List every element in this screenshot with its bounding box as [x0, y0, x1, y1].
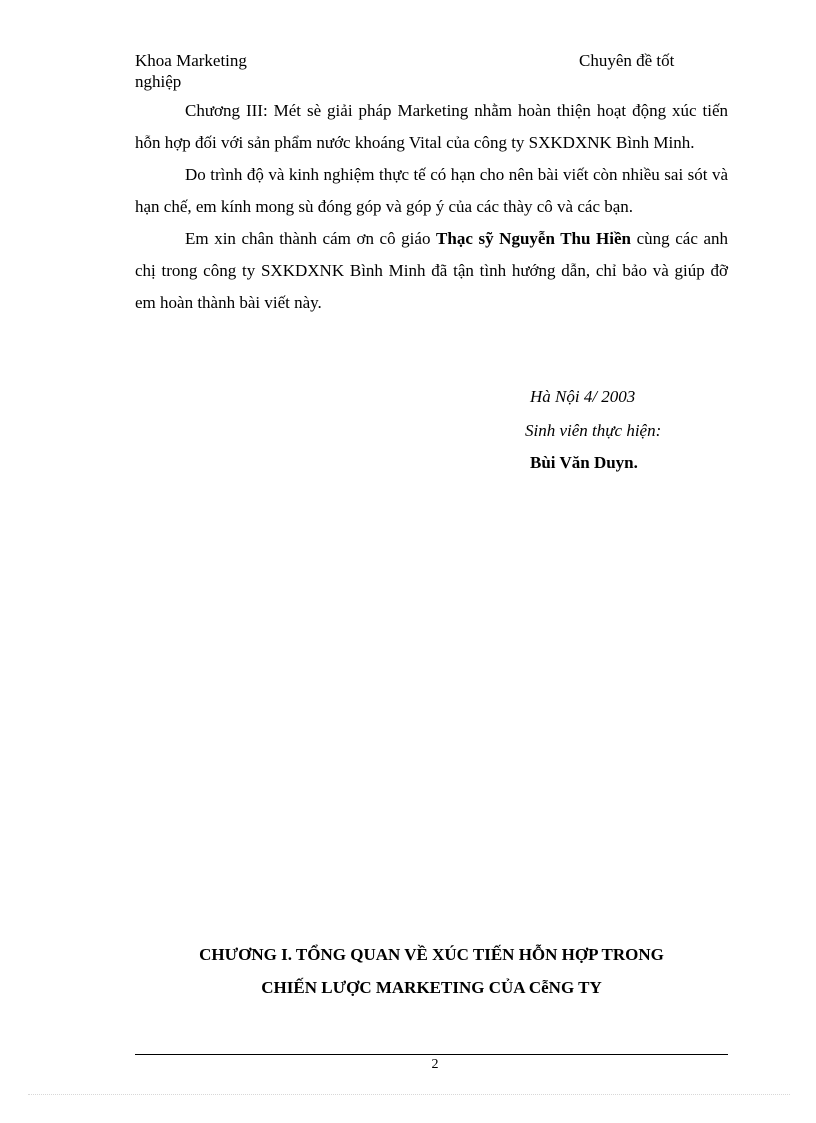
header-faculty: Khoa Marketing [135, 51, 247, 70]
acknowledgement-intro: Em xin chân thành cám ơn cô giáo [185, 229, 437, 248]
paragraph-chapter-three: Chương III: Mét sè giải pháp Marketing nhằm hoàn thiện hoạt động xúc tiến hỗn hợp đối với sản phẩm nước khoáng Vital của công ty SXKDXNK Bình Minh. [135, 101, 728, 152]
acknowledgement-rest: cùng các anh chị trong công ty SXKDXNK Bình Minh đã tận tình hướng dẫn, chỉ bảo và giúp đỡ em hoàn thành bài viết này. [135, 229, 729, 312]
signature-name: Bùi Văn Duyn. [530, 453, 638, 472]
page-header-left [135, 50, 247, 92]
page-bottom-edge [28, 1094, 790, 1095]
chapter-heading-line1: CHƯƠNG I. TỔNG QUAN VỀ XÚC TIẾN HỖN HỢP TRONG [199, 945, 664, 964]
paragraph-acknowledgement [135, 223, 728, 319]
header-document-type: Chuyên đề tốt [579, 51, 675, 70]
body-text [135, 95, 728, 319]
footer-divider [135, 1054, 728, 1055]
signature-role: Sinh viên thực hiện: [525, 421, 662, 440]
page-number: 2 [431, 1057, 439, 1072]
chapter-heading [135, 938, 728, 1004]
header-continuation: nghiệp [135, 72, 182, 91]
signature-date: Hà Nội 4/ 2003 [530, 387, 636, 406]
paragraph-apology: Do trình độ và kinh nghiệm thực tế có hạn cho nên bài viết còn nhiều sai sót và hạn chế, em kính mong sù đóng góp và góp ý của các thày cô và các bạn. [135, 165, 728, 216]
supervisor-name: Thạc sỹ Nguyễn Thu Hiền [436, 229, 631, 248]
chapter-heading-line2: CHIẾN LƯỢC MARKETING CỦA CễNG TY [261, 978, 602, 997]
